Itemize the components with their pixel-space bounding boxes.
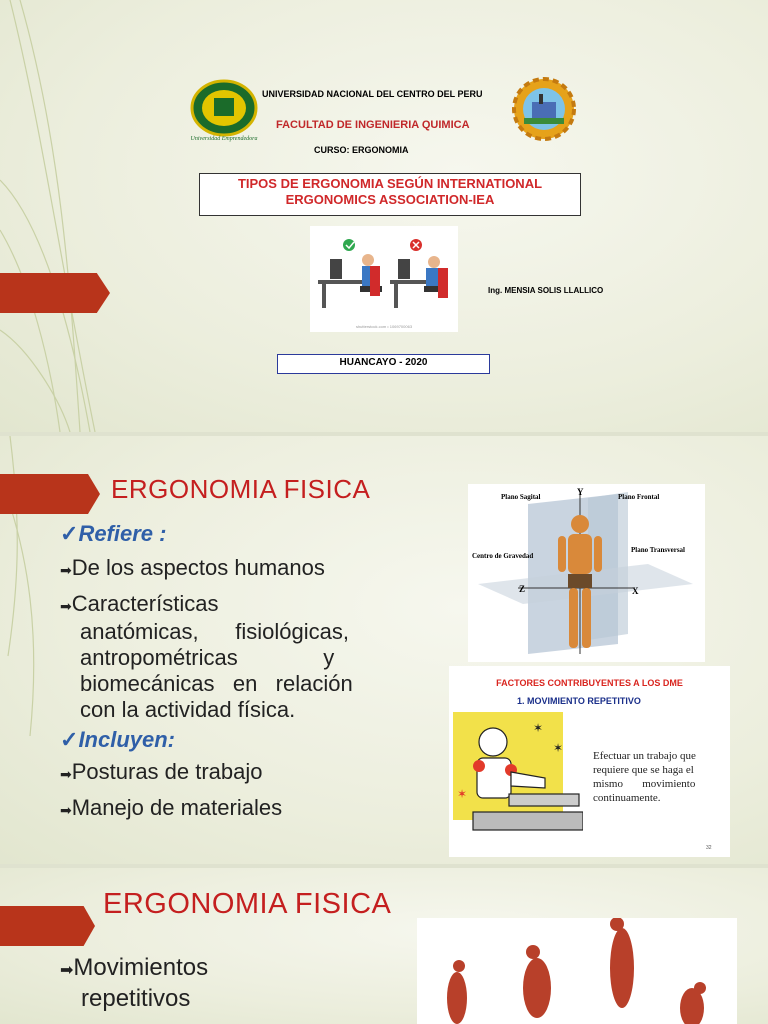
svg-text:Universidad Emprendedora: Universidad Emprendedora	[190, 136, 258, 142]
anatomy-figures-image	[417, 918, 737, 1024]
physical-ergonomics-slide	[0, 436, 768, 864]
factors-figure	[449, 666, 730, 857]
title-line-2: ERGONOMICS ASSOCIATION-IEA	[285, 192, 495, 207]
list-item: ➡Movimientos repetitivos	[60, 954, 209, 1012]
svg-text:✶: ✶	[533, 721, 544, 735]
author-name: Ing. MENSIA SOLIS LLALLICO	[488, 286, 604, 295]
body-planes-figure: Plano Sagital Plano Frontal Y Centro de Gravedad Plano Transversal Z X	[468, 484, 705, 662]
arrow-bullet-icon: ➡	[60, 562, 72, 578]
slide-title: ERGONOMIA FISICA	[103, 888, 392, 920]
university-name: UNIVERSIDAD NACIONAL DEL CENTRO DEL PERU	[262, 89, 483, 99]
list-item: ➡Manejo de materiales	[60, 795, 283, 820]
factors-description: Efectuar un trabajo que requiere que se haga el mismo movimiento continuamente.	[593, 750, 696, 804]
svg-text:✶: ✶	[457, 787, 468, 801]
list-item: ➡Posturas de trabajo	[60, 759, 263, 784]
svg-text:shutterstock.com • 1069700063: shutterstock.com • 1069700063	[355, 324, 413, 329]
repetitive-worker-icon	[453, 712, 583, 844]
arrow-bullet-icon: ➡	[60, 962, 74, 979]
presentation-title-box	[199, 173, 581, 216]
arrow-bullet-icon: ➡	[60, 766, 72, 782]
incluyen-heading: ✓Incluyen:	[60, 727, 176, 752]
title-slide	[0, 0, 768, 432]
course-name: CURSO: ERGONOMIA	[314, 145, 409, 155]
refiere-heading: ✓Refiere :	[60, 521, 167, 546]
title-line-1: TIPOS DE ERGONOMIA SEGÚN INTERNATIONAL	[237, 176, 543, 191]
accent-arrow	[0, 906, 95, 946]
list-item: ➡De los aspectos humanos	[60, 555, 325, 580]
faculty-name: FACULTAD DE INGENIERIA QUIMICA	[276, 119, 470, 131]
arrow-bullet-icon: ➡	[60, 598, 72, 614]
factors-heading: FACTORES CONTRIBUYENTES A LOS DME	[496, 678, 683, 688]
place-year-box: HUANCAYO - 2020	[277, 354, 490, 374]
content-list	[60, 521, 408, 823]
checkmark-icon: ✓	[60, 727, 79, 752]
physical-ergonomics-slide-2	[0, 868, 768, 1024]
faculty-gear-logo-icon	[510, 76, 578, 142]
svg-text:✶: ✶	[553, 741, 564, 755]
arrow-bullet-icon: ➡	[60, 802, 72, 818]
factors-subheading: 1. MOVIMIENTO REPETITIVO	[517, 696, 641, 706]
posture-illustration-icon	[310, 226, 458, 332]
accent-arrow	[0, 273, 110, 313]
content-list	[60, 954, 390, 1013]
decorative-lines	[0, 0, 130, 432]
running-muscle-figures-icon	[417, 918, 737, 1024]
page-number: 32	[706, 845, 712, 851]
checkmark-icon: ✓	[60, 521, 79, 546]
slide-title: ERGONOMIA FISICA	[111, 474, 371, 504]
human-body-planes-icon	[468, 484, 705, 662]
accent-arrow	[0, 474, 100, 514]
university-seal-icon	[190, 78, 258, 142]
list-item: ➡Características anatómicas, fisiológicas, antropométricas y biomecánicas en relación con la actividad física.	[60, 591, 353, 722]
